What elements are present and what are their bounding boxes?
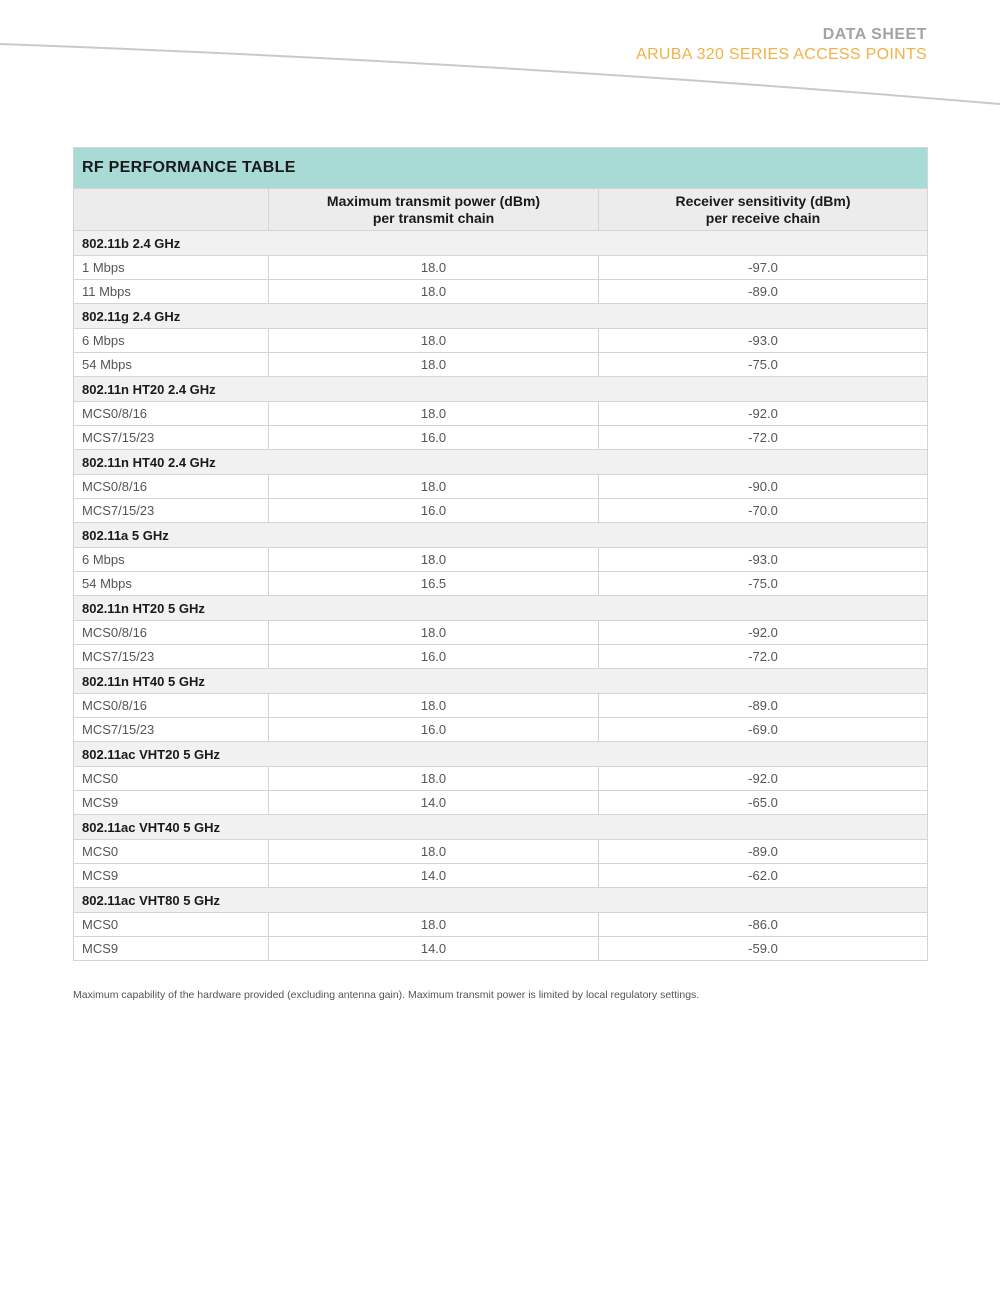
section-label: 802.11b 2.4 GHz [74,231,928,256]
section-label: 802.11ac VHT40 5 GHz [74,815,928,840]
section-label: 802.11n HT40 2.4 GHz [74,450,928,475]
transmit-power-cell: 14.0 [269,864,599,888]
data-rate-cell: 54 Mbps [74,572,269,596]
table-row [74,280,928,304]
table-row [74,402,928,426]
receiver-sensitivity-cell: -59.0 [599,937,928,961]
table-row [74,353,928,377]
transmit-power-cell: 18.0 [269,402,599,426]
data-rate-cell: MCS9 [74,791,269,815]
transmit-power-cell: 18.0 [269,767,599,791]
data-rate-cell: 6 Mbps [74,329,269,353]
receiver-sensitivity-cell: -93.0 [599,329,928,353]
section-row [74,742,928,767]
rf-performance-table [73,147,927,961]
table-row [74,426,928,450]
transmit-power-cell: 18.0 [269,256,599,280]
section-label: 802.11g 2.4 GHz [74,304,928,329]
transmit-power-cell: 18.0 [269,548,599,572]
section-row [74,304,928,329]
data-rate-cell: 6 Mbps [74,548,269,572]
transmit-power-cell: 18.0 [269,475,599,499]
transmit-power-cell: 18.0 [269,840,599,864]
header-receiver-sensitivity: Receiver sensitivity (dBm) per receive chain [599,189,928,231]
transmit-power-cell: 18.0 [269,280,599,304]
table-row [74,572,928,596]
receiver-sensitivity-cell: -92.0 [599,767,928,791]
section-label: 802.11ac VHT80 5 GHz [74,888,928,913]
receiver-sensitivity-cell: -89.0 [599,840,928,864]
table-title: RF PERFORMANCE TABLE [74,148,928,189]
table-row [74,475,928,499]
receiver-sensitivity-cell: -72.0 [599,426,928,450]
section-row [74,450,928,475]
receiver-sensitivity-cell: -65.0 [599,791,928,815]
data-rate-cell: MCS0 [74,913,269,937]
data-rate-cell: MCS0 [74,767,269,791]
receiver-sensitivity-cell: -92.0 [599,402,928,426]
receiver-sensitivity-cell: -92.0 [599,621,928,645]
table-row [74,256,928,280]
product-subtitle: ARUBA 320 SERIES ACCESS POINTS [636,46,927,63]
header-empty-cell [74,189,269,231]
data-rate-cell: MCS7/15/23 [74,645,269,669]
receiver-sensitivity-cell: -72.0 [599,645,928,669]
receiver-sensitivity-cell: -69.0 [599,718,928,742]
transmit-power-cell: 18.0 [269,353,599,377]
data-rate-cell: MCS0/8/16 [74,621,269,645]
table-row [74,548,928,572]
table-row [74,621,928,645]
table-row [74,937,928,961]
transmit-power-cell: 18.0 [269,621,599,645]
table-row [74,499,928,523]
transmit-power-cell: 16.5 [269,572,599,596]
receiver-sensitivity-cell: -75.0 [599,353,928,377]
receiver-sensitivity-cell: -70.0 [599,499,928,523]
data-rate-cell: MCS0/8/16 [74,475,269,499]
transmit-power-cell: 16.0 [269,499,599,523]
data-rate-cell: 1 Mbps [74,256,269,280]
doc-type-title: DATA SHEET [822,26,927,43]
receiver-sensitivity-cell: -90.0 [599,475,928,499]
section-row [74,596,928,621]
table-row [74,791,928,815]
section-label: 802.11n HT20 5 GHz [74,596,928,621]
table-row [74,913,928,937]
section-row [74,888,928,913]
receiver-sensitivity-cell: -97.0 [599,256,928,280]
data-rate-cell: MCS0/8/16 [74,402,269,426]
data-rate-cell: MCS9 [74,937,269,961]
section-label: 802.11ac VHT20 5 GHz [74,742,928,767]
table-row [74,329,928,353]
transmit-power-cell: 16.0 [269,645,599,669]
data-rate-cell: 11 Mbps [74,280,269,304]
data-rate-cell: MCS0/8/16 [74,694,269,718]
receiver-sensitivity-cell: -89.0 [599,694,928,718]
section-row [74,377,928,402]
section-label: 802.11n HT40 5 GHz [74,669,928,694]
data-rate-cell: 54 Mbps [74,353,269,377]
section-row [74,231,928,256]
transmit-power-cell: 18.0 [269,329,599,353]
transmit-power-cell: 18.0 [269,913,599,937]
table-row [74,840,928,864]
receiver-sensitivity-cell: -62.0 [599,864,928,888]
transmit-power-cell: 14.0 [269,791,599,815]
receiver-sensitivity-cell: -93.0 [599,548,928,572]
data-rate-cell: MCS7/15/23 [74,718,269,742]
table-row [74,718,928,742]
data-rate-cell: MCS7/15/23 [74,426,269,450]
transmit-power-cell: 16.0 [269,426,599,450]
data-rate-cell: MCS7/15/23 [74,499,269,523]
table-body [74,231,928,961]
header-transmit-power: Maximum transmit power (dBm) per transmit chain [269,189,599,231]
receiver-sensitivity-cell: -86.0 [599,913,928,937]
transmit-power-cell: 16.0 [269,718,599,742]
receiver-sensitivity-cell: -89.0 [599,280,928,304]
table-row [74,767,928,791]
data-rate-cell: MCS0 [74,840,269,864]
receiver-sensitivity-cell: -75.0 [599,572,928,596]
footnote: Maximum capability of the hardware provided (excluding antenna gain). Maximum transmit power is limited by local regulatory settings. [73,989,700,1001]
table-row [74,645,928,669]
section-row [74,815,928,840]
data-rate-cell: MCS9 [74,864,269,888]
table-row [74,694,928,718]
section-row [74,669,928,694]
section-label: 802.11n HT20 2.4 GHz [74,377,928,402]
transmit-power-cell: 18.0 [269,694,599,718]
section-row [74,523,928,548]
transmit-power-cell: 14.0 [269,937,599,961]
section-label: 802.11a 5 GHz [74,523,928,548]
table-row [74,864,928,888]
